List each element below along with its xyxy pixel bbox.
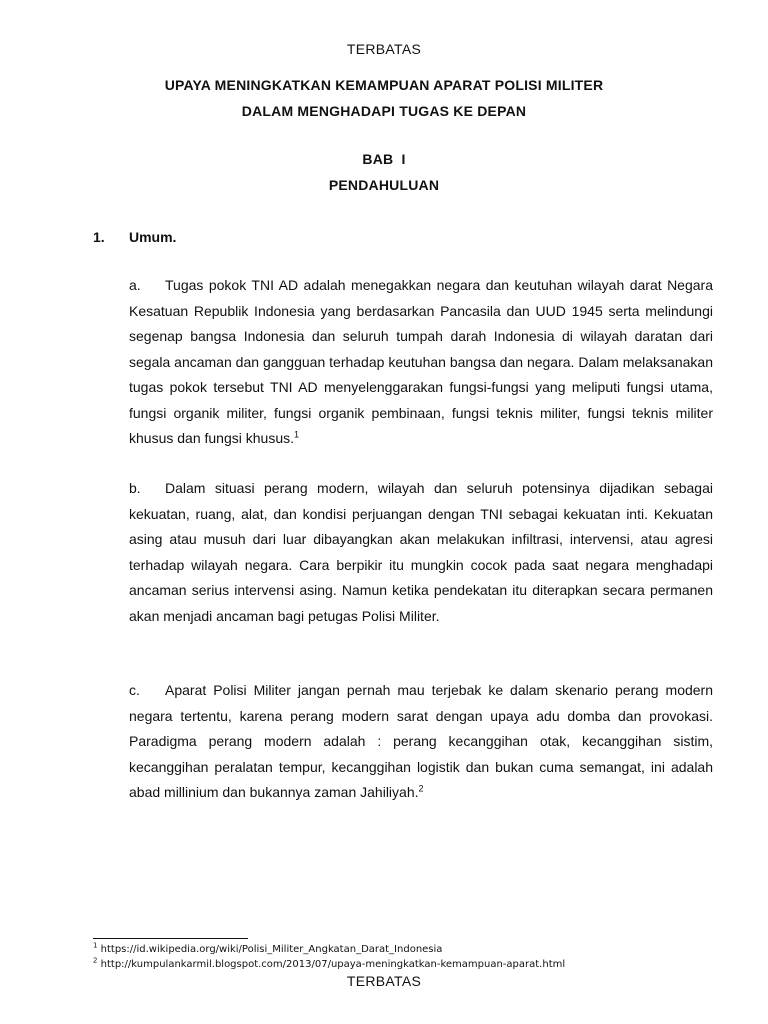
paragraph-letter: c. — [129, 682, 140, 698]
paragraph-a — [129, 273, 713, 452]
paragraph-text: Aparat Polisi Militer jangan pernah mau terjebak ke dalam skenario perang modern negara tertentu, karena perang modern sarat dengan upaya adu domba dan provokasi. Paradigma perang modern adalah : perang kecanggihan otak, kecanggihan sistim, kecanggihan peralatan tempur, kecanggihan logistik dan bukan cuma semangat, ini adalah abad millinium dan bukannya zaman Jahiliyah. — [129, 682, 713, 800]
footnote-reference[interactable]: 2 — [418, 783, 424, 794]
footnote-mark: 2 — [93, 956, 98, 965]
section-title: Umum. — [129, 229, 177, 245]
classification-header: TERBATAS — [346, 41, 422, 57]
paragraph-letter: a. — [129, 277, 141, 293]
document-title-line-1: UPAYA MENINGKATKAN KEMAMPUAN APARAT POLISI MILITER — [164, 77, 604, 93]
paragraph-b — [129, 476, 713, 629]
chapter-number: BAB I — [362, 151, 406, 167]
section-number: 1. — [93, 229, 105, 245]
paragraph-text: Tugas pokok TNI AD adalah menegakkan negara dan keutuhan wilayah darat Negara Kesatuan Republik Indonesia yang berdasarkan Pancasila dan UUD 1945 serta melindungi segenap bangsa Indonesia dan seluruh tumpah darah Indonesia di wilayah daratan dari segala ancaman dan gangguan terhadap keutuhan bangsa dan negara. Dalam melaksanakan tugas pokok tersebut TNI AD menyelenggarakan fungsi-fungsi yang meliputi fungsi utama, fungsi organik militer, fungsi organik pembinaan, fungsi teknis militer, fungsi teknis militer khusus dan fungsi khusus. — [129, 277, 713, 446]
paragraph-text: Dalam situasi perang modern, wilayah dan seluruh potensinya dijadikan sebagai kekuatan, ruang, alat, dan kondisi perjuangan dengan TNI sebagai kekuatan inti. Kekuatan asing atau musuh dari luar dibayangkan akan melakukan infiltrasi, intervensi, atau agresi terhadap wilayah negara. Cara berpikir itu mungkin cocok pada saat negara menghadapi ancaman serius intervensi asing. Namun ketika pendekatan itu diterapkan secara permanen akan menjadi ancaman bagi petugas Polisi Militer. — [129, 480, 713, 624]
footnote-reference[interactable]: 1 — [294, 429, 300, 440]
footnote-mark: 1 — [93, 941, 98, 950]
document-title-line-2: DALAM MENGHADAPI TUGAS KE DEPAN — [241, 103, 527, 119]
section-heading — [93, 229, 176, 245]
footnote-link[interactable]: https://id.wikipedia.org/wiki/Polisi_Militer_Angkatan_Darat_Indonesia — [100, 944, 443, 955]
paragraph-c — [129, 678, 713, 806]
footnote-item — [93, 942, 693, 957]
footnote-separator — [93, 938, 248, 939]
footnotes — [93, 942, 693, 972]
footnote-item — [93, 957, 693, 972]
classification-footer: TERBATAS — [346, 973, 422, 989]
chapter-title: PENDAHULUAN — [328, 177, 440, 193]
footnote-link[interactable]: http://kumpulankarmil.blogspot.com/2013/07/upaya-meningkatkan-kemampuan-aparat.html — [100, 959, 566, 970]
paragraph-letter: b. — [129, 480, 141, 496]
